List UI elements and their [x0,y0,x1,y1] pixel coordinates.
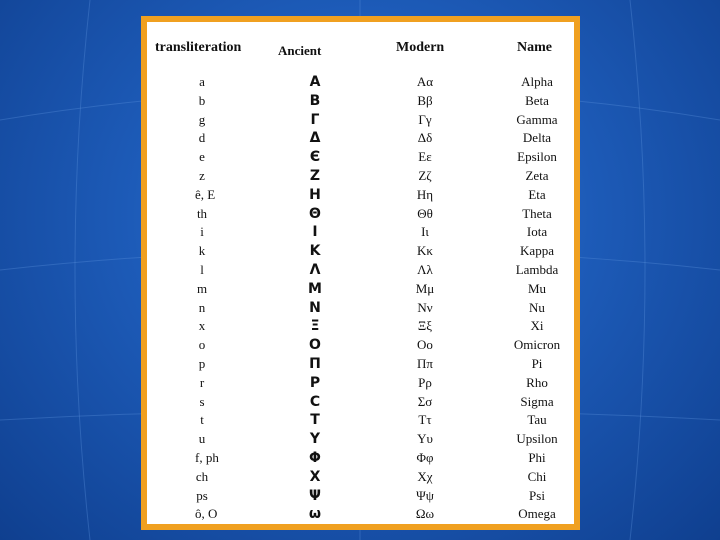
table-row [147,243,574,262]
ancient-letter-cell: Ν [309,299,321,316]
transliteration-cell: s [199,393,205,409]
letter-name-cell: Zeta [525,167,549,183]
table-row [147,488,574,507]
transliteration-cell: r [199,374,205,390]
table-row [147,112,574,131]
ancient-letter-cell: Ρ [309,374,321,391]
modern-letter-cell: Φφ [416,449,434,465]
table-row [147,300,574,319]
alphabet-table [147,22,574,524]
letter-name-cell: Phi [528,449,546,465]
transliteration-cell: i [200,224,204,240]
modern-letter-cell: Εε [418,149,432,165]
modern-letter-cell: Νν [417,299,433,315]
table-row [147,93,574,112]
modern-letter-cell: Χχ [417,468,433,484]
table-row [147,412,574,431]
transliteration-cell: d [198,130,206,146]
ancient-letter-cell: Є [309,149,321,166]
modern-letter-cell: Ηη [416,186,434,202]
modern-letter-cell: Αα [416,74,434,89]
letter-name-cell: Omicron [513,337,561,353]
ancient-letter-cell: Κ [309,243,321,260]
transliteration-cell: u [198,431,206,447]
letter-name-cell: Psi [529,487,545,503]
table-row [147,281,574,300]
letter-name-cell: Alpha [521,74,553,89]
ancient-letter-cell: Τ [310,412,320,429]
table-row [147,375,574,394]
modern-letter-cell: Δδ [417,130,433,146]
table-row [147,187,574,206]
table-body [147,74,574,525]
header-ancient: Ancient [278,43,322,58]
ancient-letter-cell: Υ [309,431,321,448]
letter-name-cell: Tau [527,412,547,428]
ancient-letter-cell: Δ [309,130,321,147]
modern-letter-cell: Λλ [417,261,433,277]
ancient-letter-cell: Ο [309,337,321,354]
letter-name-cell: Gamma [516,111,558,127]
modern-letter-cell: Ζζ [418,167,432,183]
transliteration-cell: n [198,299,206,315]
transliteration-cell: g [198,111,206,127]
transliteration-cell: x [198,318,206,334]
table-row [147,356,574,375]
letter-name-cell: Omega [518,506,556,522]
modern-letter-cell: Οο [417,337,433,353]
modern-letter-cell: Ππ [417,355,433,371]
table-row [147,168,574,187]
letter-name-cell: Iota [526,224,548,240]
transliteration-cell: ê, E [195,186,216,202]
transliteration-cell: k [198,243,206,259]
header-modern: Modern [396,40,445,55]
modern-letter-cell: Ψψ [416,487,434,503]
letter-name-cell: Epsilon [517,149,557,165]
table-row [147,206,574,225]
letter-name-cell: Pi [531,355,543,371]
ancient-letter-cell: С [309,393,321,410]
ancient-letter-cell: Ζ [309,167,321,184]
transliteration-cell: th [196,205,208,221]
ancient-letter-cell: Β [309,92,321,109]
ancient-letter-cell: Ι [312,224,318,241]
modern-letter-cell: Κκ [417,243,433,259]
transliteration-cell: l [200,261,204,277]
modern-letter-cell: Μμ [415,280,435,296]
table-row [147,450,574,469]
letter-name-cell: Nu [529,299,545,315]
transliteration-cell: a [199,74,205,89]
transliteration-cell: e [199,149,205,165]
modern-letter-cell: Ρρ [418,374,432,390]
letter-name-cell: Eta [528,186,546,202]
ancient-letter-cell: Φ [309,449,321,466]
letter-name-cell: Theta [522,205,552,221]
ancient-letter-cell: Ξ [310,318,320,335]
header-transliteration: transliteration [155,40,242,55]
letter-name-cell: Sigma [520,393,554,409]
ancient-letter-cell: ω [308,506,322,523]
transliteration-cell: b [198,92,206,108]
transliteration-cell: ch [195,468,209,484]
ancient-letter-cell: Π [309,355,321,372]
ancient-letter-cell: Ψ [309,487,321,504]
modern-letter-cell: Ττ [418,412,432,428]
table-row [147,149,574,168]
ancient-letter-cell: Η [309,186,321,203]
modern-letter-cell: Ββ [417,92,433,108]
modern-letter-cell: Γγ [418,111,432,127]
letter-name-cell: Upsilon [516,431,558,447]
ancient-letter-cell: Χ [309,468,321,485]
letter-name-cell: Delta [522,130,552,146]
ancient-letter-cell: Θ [309,205,321,222]
letter-name-cell: Mu [527,280,547,296]
modern-letter-cell: Υυ [417,431,433,447]
table-row [147,74,574,93]
transliteration-cell: o [198,337,206,353]
letter-name-cell: Xi [530,318,544,334]
ancient-letter-cell: Γ [310,111,320,128]
ancient-letter-cell: Μ [308,280,322,297]
modern-letter-cell: Ωω [415,506,435,522]
transliteration-cell: m [196,280,208,296]
modern-letter-cell: Σσ [417,393,433,409]
letter-name-cell: Chi [527,468,547,484]
table-row [147,318,574,337]
transliteration-cell: f, ph [195,449,219,465]
transliteration-cell: z [199,167,205,183]
modern-letter-cell: Ιι [421,224,429,240]
transliteration-cell: p [198,355,206,371]
header-name: Name [517,40,552,55]
modern-letter-cell: Θθ [417,205,433,221]
alphabet-table-frame [141,16,580,530]
table-row [147,262,574,281]
modern-letter-cell: Ξξ [417,318,433,334]
table-row [147,130,574,149]
table-row [147,506,574,525]
letter-name-cell: Kappa [520,243,554,259]
table-row [147,337,574,356]
transliteration-cell: t [200,412,204,428]
transliteration-cell: ô, O [195,506,218,522]
letter-name-cell: Lambda [515,261,559,277]
table-row [147,431,574,450]
letter-name-cell: Beta [525,92,549,108]
table-row [147,394,574,413]
letter-name-cell: Rho [526,374,548,390]
table-row [147,469,574,488]
ancient-letter-cell: Α [309,74,321,90]
ancient-letter-cell: Λ [309,261,321,278]
transliteration-cell: ps [196,487,208,503]
table-row [147,224,574,243]
